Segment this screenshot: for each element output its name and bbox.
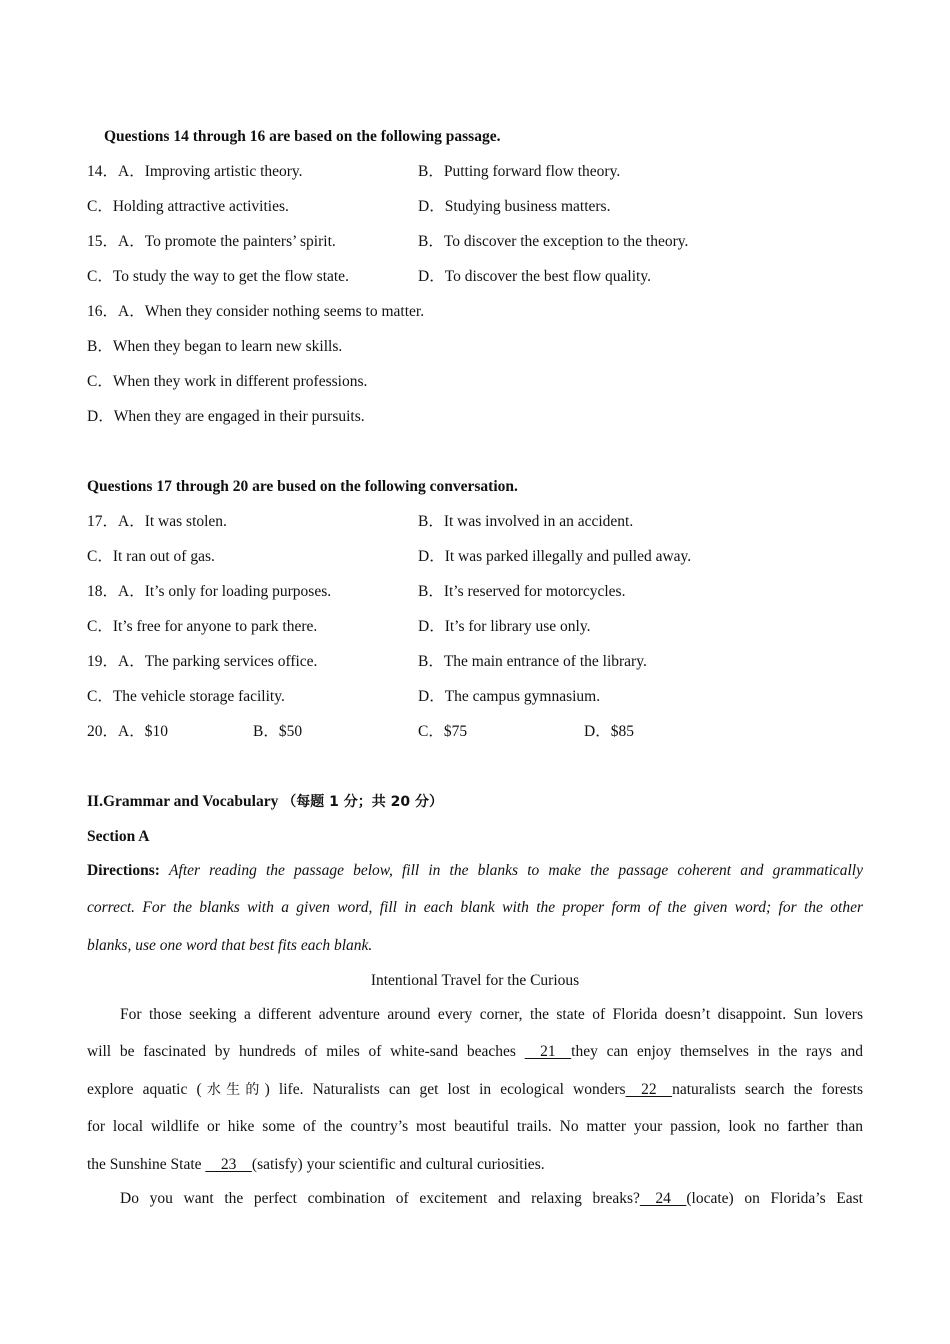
- q20-number: 20．: [87, 723, 119, 740]
- passage-line-5: the Sunshine State 23 (satisfy) your scientific and cultural curiosities.: [87, 1156, 545, 1173]
- q15-option-b: B．To discover the exception to the theory.: [418, 233, 689, 250]
- q19-number: 19．: [87, 653, 119, 670]
- passage-line-6: Do you want the perfect combination of excitement and relaxing breaks? 24 (locate) on Florida’s East: [120, 1190, 863, 1207]
- q15-option-a: 15．A．To promote the painters’ spirit.: [87, 233, 336, 250]
- q16-option-d: D．When they are engaged in their pursuits.: [87, 408, 365, 425]
- q14-number: 14．: [87, 163, 119, 180]
- q15-number: 15．: [87, 233, 119, 250]
- directions-label: Directions:: [87, 862, 160, 879]
- q19-option-d: D．The campus gymnasium.: [418, 688, 601, 705]
- passage-line-3: explore aquatic (水生的) life. Naturalists can get lost in ecological wonders 22 naturalists search the forests: [87, 1081, 863, 1098]
- q20-option-c: C．$75: [418, 723, 468, 740]
- passage-header: Questions 14 through 16 are based on the following passage.: [104, 128, 501, 145]
- q15-option-c: C．To study the way to get the flow state.: [87, 268, 349, 285]
- subsection-title: Section A: [87, 828, 150, 845]
- directions-line-1: Directions: After reading the passage below, fill in the blanks to make the passage coherent and grammatically: [87, 862, 863, 879]
- q14-option-c: C．Holding attractive activities.: [87, 198, 289, 215]
- q16-option-c: C．When they work in different professions.: [87, 373, 368, 390]
- q18-option-b: B．It’s reserved for motorcycles.: [418, 583, 626, 600]
- q16-option-a: 16．A．When they consider nothing seems to matter.: [87, 303, 425, 320]
- section-title: II.Grammar and Vocabulary: [87, 793, 279, 810]
- q19-option-a: 19．A．The parking services office.: [87, 653, 318, 670]
- q18-number: 18．: [87, 583, 119, 600]
- blank-22[interactable]: 22: [625, 1081, 673, 1098]
- directions-line-3: blanks, use one word that best fits each blank.: [87, 937, 373, 954]
- blank-23[interactable]: 23: [205, 1156, 252, 1173]
- passage-title: Intentional Travel for the Curious: [370, 972, 580, 989]
- passage-line-4: for local wildlife or hike some of the country’s most beautiful trails. No matter your passion, look no farther than: [87, 1118, 863, 1135]
- conversation-header: Questions 17 through 20 are bused on the following conversation.: [87, 478, 518, 495]
- q16-number: 16．: [87, 303, 119, 320]
- blank-21[interactable]: 21: [524, 1043, 572, 1060]
- q14-option-a: 14．A．Improving artistic theory.: [87, 163, 303, 180]
- q19-option-c: C．The vehicle storage facility.: [87, 688, 285, 705]
- q15-option-d: D．To discover the best flow quality.: [418, 268, 651, 285]
- q18-option-d: D．It’s for library use only.: [418, 618, 591, 635]
- q16-option-b: B．When they began to learn new skills.: [87, 338, 343, 355]
- section-score: （每题 1 分；共 20 分）: [282, 794, 443, 810]
- q20-option-d: D．$85: [584, 723, 634, 740]
- blank-24[interactable]: 24: [639, 1190, 687, 1207]
- q20-option-a: 20．A．$10: [87, 723, 168, 740]
- q17-option-d: D．It was parked illegally and pulled away.: [418, 548, 692, 565]
- q18-option-a: 18．A．It’s only for loading purposes.: [87, 583, 332, 600]
- q17-option-a: 17．A．It was stolen.: [87, 513, 227, 530]
- q17-number: 17．: [87, 513, 119, 530]
- q14-option-d: D．Studying business matters.: [418, 198, 611, 215]
- directions-line-2: correct. For the blanks with a given word, fill in each blank with the proper form of the given word; for the other: [87, 899, 863, 916]
- section-heading: [87, 792, 443, 812]
- q17-option-b: B．It was involved in an accident.: [418, 513, 634, 530]
- q14-option-b: B．Putting forward flow theory.: [418, 163, 621, 180]
- q18-option-c: C．It’s free for anyone to park there.: [87, 618, 318, 635]
- passage-line-2: will be fascinated by hundreds of miles of white-sand beaches 21 they can enjoy themselves in the rays and: [87, 1043, 863, 1060]
- q20-option-b: B．$50: [253, 723, 303, 740]
- chinese-gloss: 水生的: [201, 1082, 265, 1098]
- q19-option-b: B．The main entrance of the library.: [418, 653, 647, 670]
- q17-option-c: C．It ran out of gas.: [87, 548, 215, 565]
- passage-line-1: For those seeking a different adventure around every corner, the state of Florida doesn’t disappoint. Sun lovers: [120, 1006, 863, 1023]
